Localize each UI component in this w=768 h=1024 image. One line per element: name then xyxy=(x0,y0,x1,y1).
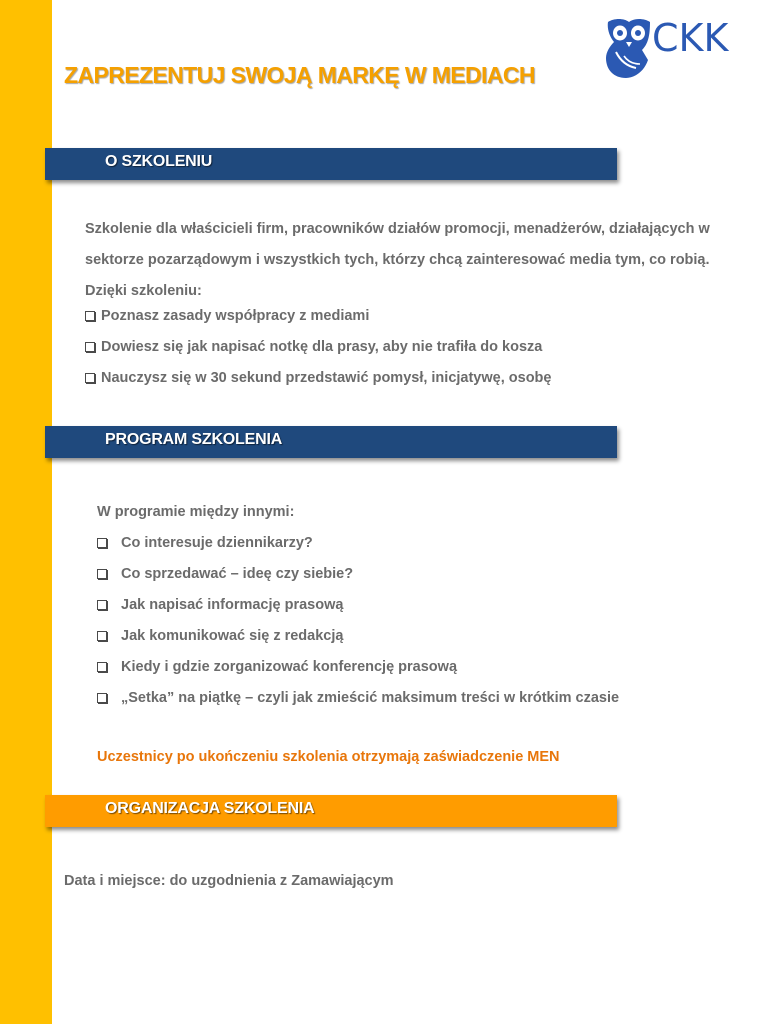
program-section-title: PROGRAM SZKOLENIA xyxy=(105,431,283,448)
checkbox-bullet-icon xyxy=(85,373,95,383)
checkbox-bullet-icon xyxy=(97,662,107,672)
list-item xyxy=(97,652,619,683)
list-item-text: Nauczysz się w 30 sekund przedstawić pomysł, inicjatywę, osobę xyxy=(101,370,552,386)
ckk-logo xyxy=(604,16,748,80)
list-item xyxy=(97,683,619,714)
checkbox-bullet-icon xyxy=(97,600,107,610)
program-intro: W programie między innymi: xyxy=(97,504,295,520)
certificate-note: Uczestnicy po ukończeniu szkolenia otrzymają zaświadczenie MEN xyxy=(97,749,560,765)
page-title: ZAPREZENTUJ SWOJĄ MARKĘ W MEDIACH xyxy=(64,62,535,88)
checkbox-bullet-icon xyxy=(97,538,107,548)
list-item-text: Co sprzedawać – ideę czy siebie? xyxy=(121,566,354,582)
program-section-header xyxy=(45,426,617,458)
list-item-text: Kiedy i gdzie zorganizować konferencję prasową xyxy=(121,659,458,675)
organization-section-title: ORGANIZACJA SZKOLENIA xyxy=(105,800,315,817)
owl-logo-icon xyxy=(604,16,654,80)
list-item-text: Poznasz zasady współpracy z mediami xyxy=(101,308,370,324)
list-item xyxy=(97,559,619,590)
about-description: Szkolenie dla właścicieli firm, pracowników działów promocji, menadżerów, działających w sektorze pozarządowym i wszystkich tych, którzy chcą zainteresować media tym, co robią. Dzięki szkoleniu: xyxy=(85,221,710,299)
checkbox-bullet-icon xyxy=(85,311,95,321)
list-item xyxy=(97,590,619,621)
organization-details: Data i miejsce: do uzgodnienia z Zamawiającym xyxy=(64,873,394,889)
list-item xyxy=(97,528,619,559)
about-section-header xyxy=(45,148,617,180)
about-benefits-list xyxy=(85,301,551,394)
list-item xyxy=(85,363,551,394)
list-item-text: Jak napisać informację prasową xyxy=(121,597,344,613)
list-item-text: Co interesuje dziennikarzy? xyxy=(121,535,313,551)
list-item-text: „Setka” na piątkę – czyli jak zmieścić maksimum treści w krótkim czasie xyxy=(121,690,620,706)
list-item xyxy=(85,301,551,332)
program-topics-list xyxy=(97,528,619,714)
about-section-title: O SZKOLENIU xyxy=(105,153,213,170)
checkbox-bullet-icon xyxy=(97,693,107,703)
organization-section-header xyxy=(45,795,617,827)
checkbox-bullet-icon xyxy=(97,631,107,641)
list-item-text: Jak komunikować się z redakcją xyxy=(121,628,344,644)
list-item-text: Dowiesz się jak napisać notkę dla prasy, aby nie trafiła do kosza xyxy=(101,339,543,355)
list-item xyxy=(85,332,551,363)
logo-wordmark: CKK xyxy=(652,16,729,60)
list-item xyxy=(97,621,619,652)
checkbox-bullet-icon xyxy=(85,342,95,352)
checkbox-bullet-icon xyxy=(97,569,107,579)
